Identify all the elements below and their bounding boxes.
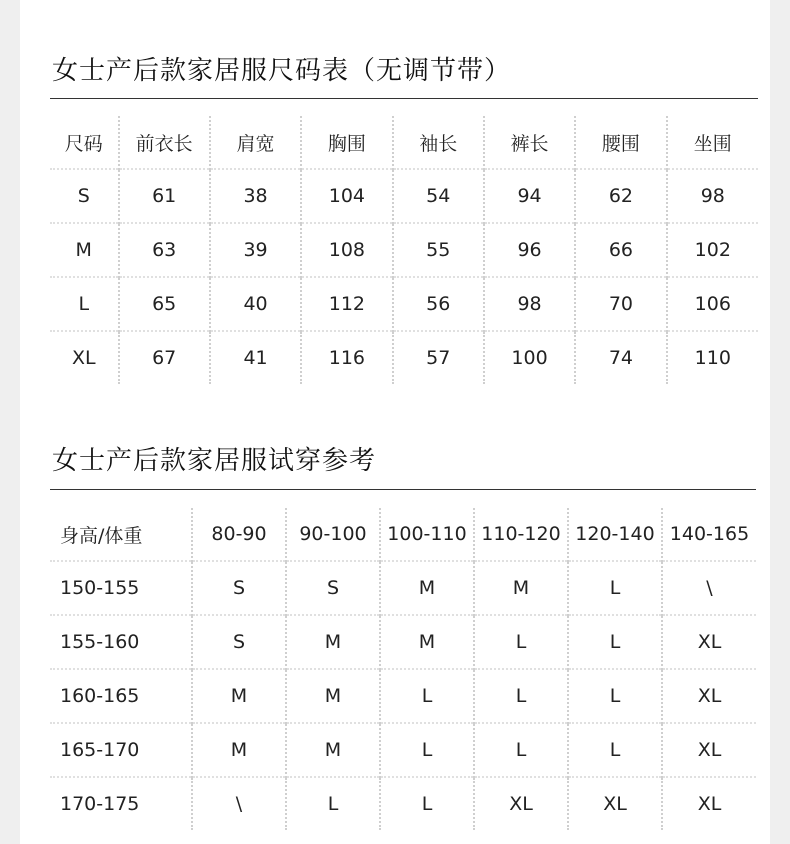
size-chart-cell: 41 bbox=[210, 331, 301, 384]
size-chart-cell: M bbox=[50, 223, 119, 277]
size-chart-cell: 100 bbox=[484, 331, 575, 384]
size-chart-cell: S bbox=[50, 169, 119, 223]
fit-chart-cell: S bbox=[286, 561, 380, 615]
size-chart-cell: 55 bbox=[393, 223, 484, 277]
fit-chart-cell: 160-165 bbox=[50, 669, 192, 723]
fit-chart-cell: L bbox=[568, 561, 662, 615]
content-card bbox=[20, 0, 770, 844]
size-chart-row bbox=[50, 223, 758, 277]
fit-chart-row bbox=[50, 777, 756, 830]
fit-chart-row bbox=[50, 561, 756, 615]
fit-chart-cell: L bbox=[380, 777, 474, 830]
size-chart-header-cell: 坐围 bbox=[667, 116, 758, 169]
size-chart-cell: 54 bbox=[393, 169, 484, 223]
fit-chart-cell: M bbox=[380, 561, 474, 615]
fit-chart-cell: 155-160 bbox=[50, 615, 192, 669]
fit-chart-header-cell: 身高/体重 bbox=[60, 524, 143, 547]
size-chart-cell: 38 bbox=[210, 169, 301, 223]
fit-chart-cell: L bbox=[380, 669, 474, 723]
size-chart-cell: 110 bbox=[667, 331, 758, 384]
fit-chart-cell: XL bbox=[662, 615, 756, 669]
fit-chart-cell: 170-175 bbox=[50, 777, 192, 830]
fit-chart-cell: M bbox=[380, 615, 474, 669]
size-chart-cell: 56 bbox=[393, 277, 484, 331]
size-chart-cell: 108 bbox=[301, 223, 392, 277]
fit-chart-cell: L bbox=[474, 669, 568, 723]
size-chart-title: 女士产后款家居服尺码表（无调节带） bbox=[52, 56, 512, 86]
size-chart-header-row bbox=[50, 116, 758, 169]
fit-chart-title: 女士产后款家居服试穿参考 bbox=[52, 446, 377, 476]
size-chart-cell: 57 bbox=[393, 331, 484, 384]
fit-chart-header-cell: 110-120 bbox=[474, 508, 568, 561]
fit-chart-cell: L bbox=[568, 669, 662, 723]
size-chart-cell: 112 bbox=[301, 277, 392, 331]
fit-chart-cell: L bbox=[380, 723, 474, 777]
size-chart-cell: XL bbox=[50, 331, 119, 384]
size-chart-cell: 98 bbox=[667, 169, 758, 223]
fit-chart-row bbox=[50, 723, 756, 777]
fit-chart-row bbox=[50, 615, 756, 669]
fit-chart-cell: \ bbox=[192, 777, 286, 830]
size-chart-header-cell: 裤长 bbox=[484, 116, 575, 169]
fit-chart-cell: M bbox=[192, 669, 286, 723]
size-chart-header-cell: 前衣长 bbox=[119, 116, 210, 169]
fit-chart-cell: M bbox=[286, 723, 380, 777]
fit-chart-header-cell: 90-100 bbox=[286, 508, 380, 561]
fit-chart-cell: XL bbox=[568, 777, 662, 830]
size-chart-rule bbox=[50, 98, 758, 99]
fit-chart-header-cell: 80-90 bbox=[192, 508, 286, 561]
fit-chart-cell: M bbox=[192, 723, 286, 777]
fit-chart-rule bbox=[50, 489, 756, 490]
fit-chart-cell: L bbox=[568, 723, 662, 777]
size-chart-cell: 106 bbox=[667, 277, 758, 331]
fit-chart-header-cell: 100-110 bbox=[380, 508, 474, 561]
fit-chart-cell: L bbox=[474, 723, 568, 777]
fit-chart-cell: S bbox=[192, 615, 286, 669]
fit-chart-cell: M bbox=[286, 669, 380, 723]
size-chart-cell: 94 bbox=[484, 169, 575, 223]
fit-chart-row bbox=[50, 669, 756, 723]
size-chart-cell: 65 bbox=[119, 277, 210, 331]
size-chart-cell: 62 bbox=[575, 169, 666, 223]
fit-chart-cell: XL bbox=[474, 777, 568, 830]
size-chart-cell: 40 bbox=[210, 277, 301, 331]
size-chart-cell: 104 bbox=[301, 169, 392, 223]
fit-chart-cell: L bbox=[474, 615, 568, 669]
size-chart-row bbox=[50, 331, 758, 384]
size-chart-cell: 98 bbox=[484, 277, 575, 331]
fit-chart-cell: L bbox=[286, 777, 380, 830]
size-chart-cell: 63 bbox=[119, 223, 210, 277]
size-chart-header-cell: 肩宽 bbox=[210, 116, 301, 169]
fit-chart-table bbox=[50, 508, 756, 830]
fit-chart-cell: XL bbox=[662, 669, 756, 723]
size-chart-cell: 74 bbox=[575, 331, 666, 384]
size-chart-cell: 96 bbox=[484, 223, 575, 277]
fit-chart-cell: XL bbox=[662, 723, 756, 777]
fit-chart-cell: M bbox=[286, 615, 380, 669]
fit-chart-cell: S bbox=[192, 561, 286, 615]
size-chart-row bbox=[50, 277, 758, 331]
size-chart-cell: L bbox=[50, 277, 119, 331]
size-chart-header-cell: 腰围 bbox=[575, 116, 666, 169]
size-chart-cell: 39 bbox=[210, 223, 301, 277]
fit-chart-cell: 165-170 bbox=[50, 723, 192, 777]
fit-chart-header-cell: 140-165 bbox=[662, 508, 756, 561]
size-chart-cell: 116 bbox=[301, 331, 392, 384]
size-chart-cell: 67 bbox=[119, 331, 210, 384]
fit-chart-cell: \ bbox=[662, 561, 756, 615]
fit-chart-header-row bbox=[50, 508, 756, 561]
size-chart-header-cell: 袖长 bbox=[393, 116, 484, 169]
size-chart-cell: 66 bbox=[575, 223, 666, 277]
size-chart-cell: 61 bbox=[119, 169, 210, 223]
fit-chart-cell: L bbox=[568, 615, 662, 669]
size-chart-table bbox=[50, 116, 758, 384]
fit-chart-cell: XL bbox=[662, 777, 756, 830]
size-chart-header-cell: 胸围 bbox=[301, 116, 392, 169]
fit-chart-header-cell: 120-140 bbox=[568, 508, 662, 561]
size-chart-header-cell: 尺码 bbox=[64, 132, 103, 155]
size-chart-row bbox=[50, 169, 758, 223]
size-chart-cell: 102 bbox=[667, 223, 758, 277]
fit-chart-cell: 150-155 bbox=[50, 561, 192, 615]
size-chart-cell: 70 bbox=[575, 277, 666, 331]
fit-chart-cell: M bbox=[474, 561, 568, 615]
